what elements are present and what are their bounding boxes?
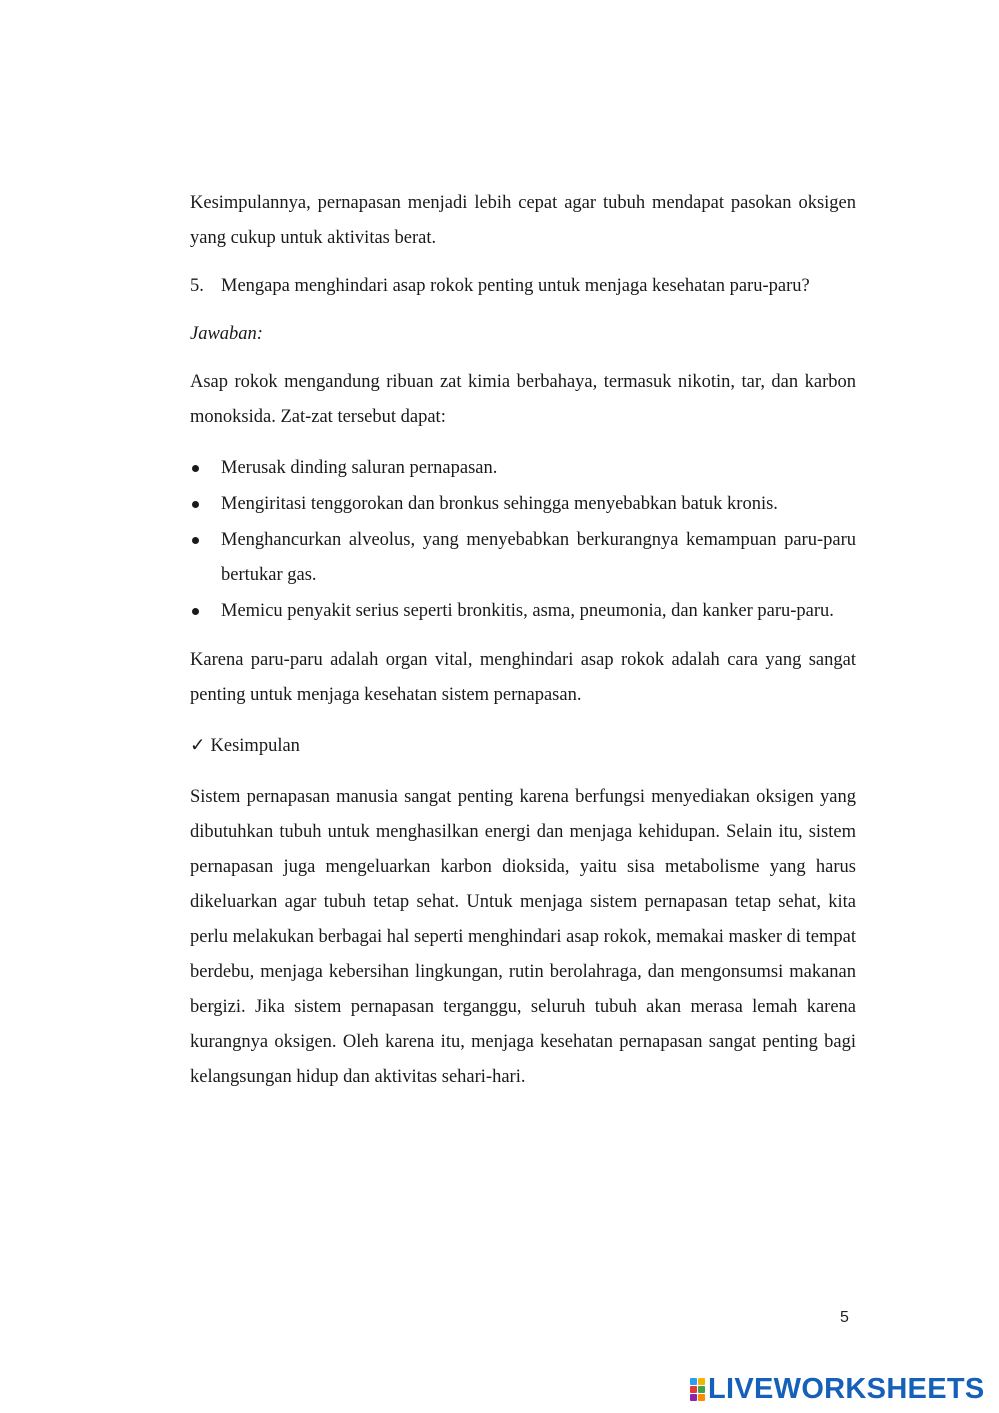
bullet-list bbox=[190, 451, 856, 629]
bullet-text: Memicu penyakit serius seperti bronkitis, asma, pneumonia, dan kanker paru-paru. bbox=[221, 601, 834, 621]
question-5 bbox=[190, 269, 856, 304]
logo-cell bbox=[690, 1394, 697, 1401]
question-number: 5. bbox=[190, 276, 204, 296]
checkmark-icon: ✓ bbox=[190, 736, 206, 756]
list-item bbox=[190, 487, 856, 522]
closing-paragraph: Karena paru-paru adalah organ vital, menghindari asap rokok adalah cara yang sangat penting untuk menjaga kesehatan sistem pernapasan. bbox=[190, 650, 856, 705]
intro-paragraph: Kesimpulannya, pernapasan menjadi lebih cepat agar tubuh mendapat pasokan oksigen yang cukup untuk aktivitas berat. bbox=[190, 193, 856, 248]
bullet-text: Mengiritasi tenggorokan dan bronkus sehingga menyebabkan batuk kronis. bbox=[221, 494, 778, 514]
bullet-text: Merusak dinding saluran pernapasan. bbox=[221, 458, 498, 478]
conclusion-heading-text: Kesimpulan bbox=[210, 736, 300, 756]
list-item bbox=[190, 523, 856, 593]
list-item bbox=[190, 451, 856, 486]
answer-paragraph: Asap rokok mengandung ribuan zat kimia berbahaya, termasuk nikotin, tar, dan karbon monoksida. Zat-zat tersebut dapat: bbox=[190, 372, 856, 427]
list-item bbox=[190, 594, 856, 629]
bullet-icon bbox=[190, 523, 221, 593]
logo-cell bbox=[698, 1386, 705, 1393]
answer-label: Jawaban: bbox=[190, 324, 263, 344]
page-number: 5 bbox=[840, 1309, 849, 1326]
logo-cell bbox=[698, 1394, 705, 1401]
brand-name: LIVEWORKSHEETS bbox=[708, 1372, 985, 1405]
liveworksheets-brand[interactable] bbox=[690, 1372, 985, 1406]
logo-cell bbox=[698, 1378, 705, 1385]
bullet-icon bbox=[190, 487, 221, 522]
logo-cell bbox=[690, 1378, 697, 1385]
document-body bbox=[190, 186, 856, 1095]
logo-cell bbox=[690, 1386, 697, 1393]
conclusion-paragraph: Sistem pernapasan manusia sangat penting karena berfungsi menyediakan oksigen yang dibutuhkan tubuh untuk menghasilkan energi dan menjaga kehidupan. Selain itu, sistem pernapasan juga mengeluarkan karbon dioksida, yaitu sisa metabolisme yang harus dikeluarkan agar tubuh tetap sehat. Untuk menjaga sistem pernapasan tetap sehat, kita perlu melakukan berbagai hal seperti menghindari asap rokok, memakai masker di tempat berdebu, menjaga kebersihan lingkungan, rutin berolahraga, dan mengonsumsi makanan bergizi. Jika sistem pernapasan terganggu, seluruh tubuh akan merasa lemah karena kurangnya oksigen. Oleh karena itu, menjaga kesehatan pernapasan sangat penting bagi kelangsungan hidup dan aktivitas sehari-hari. bbox=[190, 787, 856, 1087]
conclusion-heading bbox=[190, 729, 856, 764]
bullet-text: Menghancurkan alveolus, yang menyebabkan berkurangnya kemampuan paru-paru bertukar gas. bbox=[221, 530, 856, 585]
bullet-icon bbox=[190, 594, 221, 629]
bullet-icon bbox=[190, 451, 221, 486]
liveworksheets-logo-icon bbox=[690, 1378, 705, 1401]
question-text: Mengapa menghindari asap rokok penting untuk menjaga kesehatan paru-paru? bbox=[221, 276, 810, 296]
